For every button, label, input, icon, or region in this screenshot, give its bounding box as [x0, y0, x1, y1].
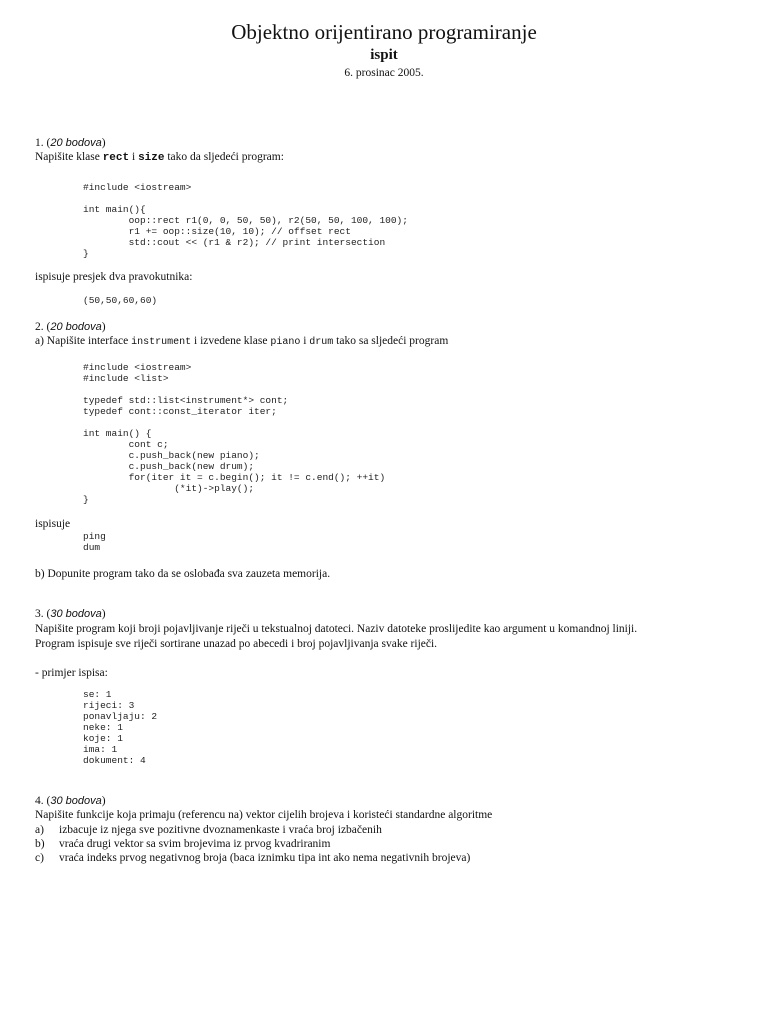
q4-intro: Napišite funkcije koja primaju (referencu na) vektor cijelih brojeva i koristeći standardne algoritme: [35, 809, 493, 821]
q1-keyword-size: size: [138, 152, 165, 164]
q3-example-label: - primjer ispisa:: [35, 667, 108, 679]
q4-item-b: b) vraća drugi vektor sa svim brojevima iz prvog kvadriranim: [35, 838, 331, 850]
q1-keyword-rect: rect: [102, 152, 130, 164]
q1-task: Napišite klase rect i size tako da sljedeći program:: [35, 151, 284, 164]
q3-points: 30 bodova: [50, 608, 102, 620]
q1-code-block: #include <iostream> int main(){ oop::rect r1(0, 0, 50, 50), r2(50, 50, 100, 100); r1 += oop::size(10, 10); // offset rect std::cout << (r1 & r2); // print intersection }: [83, 182, 408, 259]
q1-output: (50,50,60,60): [83, 295, 158, 306]
q2-output: ping dum: [83, 531, 106, 553]
q4-item-a: a) izbacuje iz njega sve pozitivne dvoznamenkaste i vraća broj izbačenih: [35, 824, 382, 836]
document-date: 6. prosinac 2005.: [344, 67, 424, 79]
q2-keyword-drum: drum: [309, 337, 334, 348]
q2-task-b: b) Dopunite program tako da se oslobađa sva zauzeta memorija.: [35, 568, 331, 580]
q1-points: 20 bodova: [50, 137, 102, 149]
q2-points: 20 bodova: [50, 321, 102, 333]
q2-code-block: #include <iostream> #include <list> typedef std::list<instrument*> cont; typedef cont::const_iterator iter; int main() { cont c; c.push_back(new piano); c.push_back(new drum); for(iter it = c.begin(); it != c.end(); ++it) (*it)->play(); }: [83, 362, 386, 505]
q2-output-label: ispisuje: [35, 518, 71, 530]
q2-keyword-piano: piano: [270, 337, 301, 348]
q3-heading: 3. (30 bodova): [35, 608, 106, 620]
q1-output-label: ispisuje presjek dva pravokutnika:: [35, 271, 193, 283]
q4-item-c: c) vraća indeks prvog negativnog broja (baca iznimku tipa int ako nema negativnih brojeva): [35, 852, 471, 864]
q2-heading: 2. (20 bodova): [35, 321, 106, 333]
q3-task-line1: Napišite program koji broji pojavljivanje riječi u tekstualnoj datoteci. Naziv datoteke proslijedite kao argument u komandnoj liniji.: [35, 623, 638, 635]
document-title: Objektno orijentirano programiranje: [231, 20, 537, 44]
q3-task-line2: Program ispisuje sve riječi sortirane unazad po abecedi i broj pojavljivanja svake riječi.: [35, 638, 438, 650]
q2-keyword-instrument: instrument: [131, 337, 192, 348]
q3-example-output: se: 1 rijeci: 3 ponavljaju: 2 neke: 1 koje: 1 ima: 1 dokument: 4: [83, 689, 158, 766]
q4-heading: 4. (30 bodova): [35, 795, 106, 807]
q1-heading: 1. (20 bodova): [35, 137, 106, 149]
q4-points: 30 bodova: [50, 795, 102, 807]
q2-task-a: a) Napišite interface instrument i izvedene klase piano i drum tako sa sljedeći program: [35, 335, 449, 348]
document-subtitle: ispit: [370, 47, 398, 63]
